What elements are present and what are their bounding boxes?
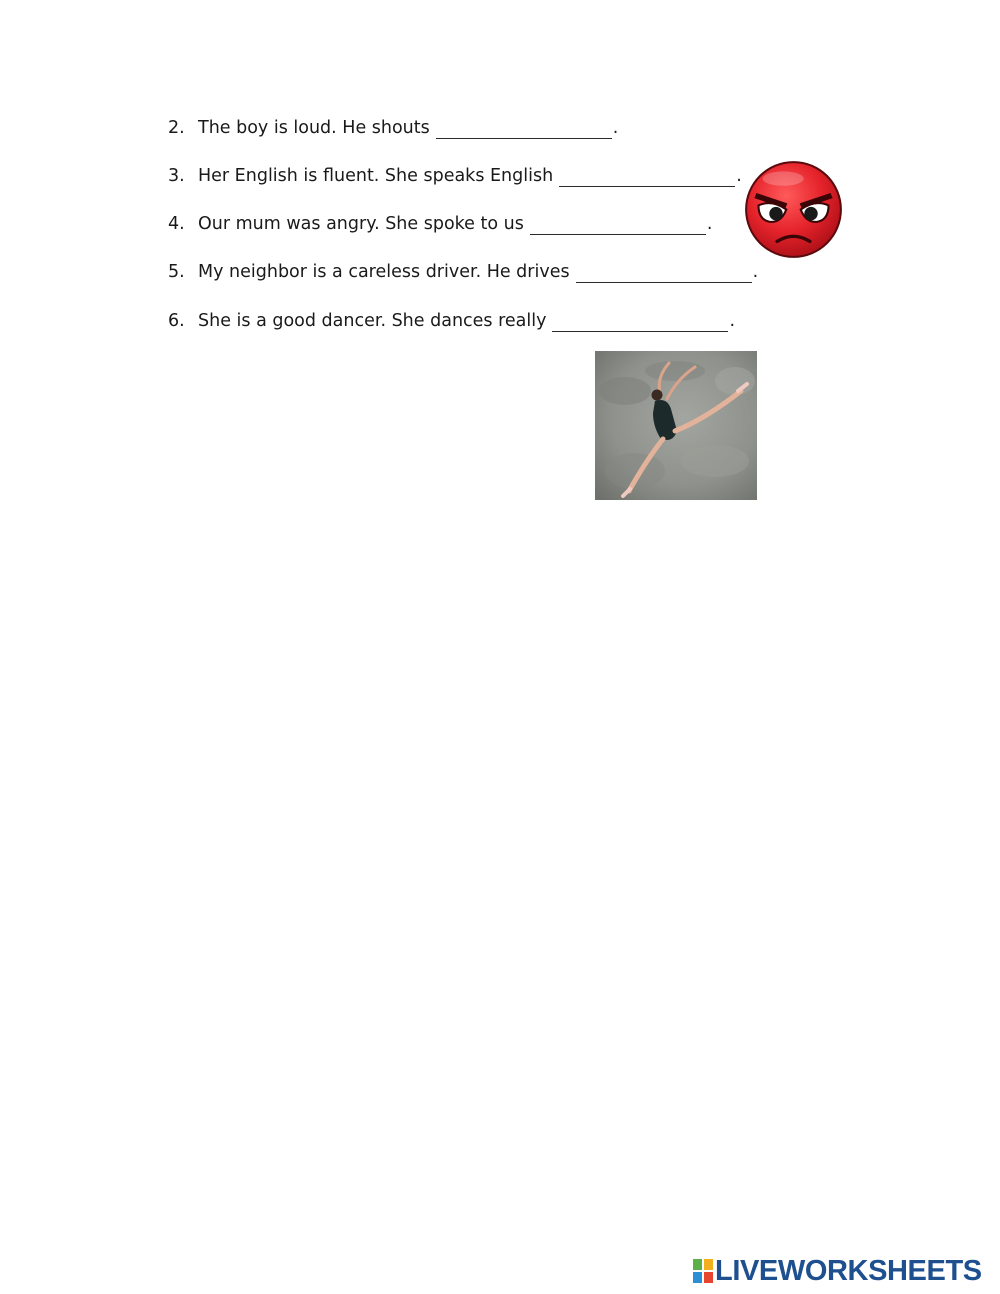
sentence-period: . bbox=[736, 166, 742, 186]
liveworksheets-brand-text: LIVEWORKSHEETS bbox=[715, 1254, 982, 1287]
question-2 bbox=[168, 114, 618, 142]
sentence-period: . bbox=[706, 214, 713, 234]
liveworksheets-logo-icon bbox=[693, 1259, 713, 1283]
question-number: 5. bbox=[168, 262, 185, 282]
sentence-period: . bbox=[612, 118, 619, 138]
question-number: 2. bbox=[168, 118, 185, 138]
question-number: 4. bbox=[168, 214, 185, 234]
answer-blank[interactable] bbox=[552, 315, 728, 332]
answer-blank[interactable] bbox=[436, 122, 612, 139]
sentence-period: . bbox=[729, 311, 736, 331]
question-text: The boy is loud. He shouts bbox=[198, 118, 430, 138]
question-number: 3. bbox=[168, 166, 185, 186]
question-text: Her English is fluent. She speaks English bbox=[198, 166, 554, 186]
answer-blank[interactable] bbox=[559, 170, 735, 187]
question-5 bbox=[168, 258, 758, 286]
question-4 bbox=[168, 210, 712, 238]
question-text: She is a good dancer. She dances really bbox=[198, 311, 547, 331]
dancer-photo bbox=[595, 351, 757, 500]
question-6 bbox=[168, 307, 735, 335]
question-number: 6. bbox=[168, 311, 185, 331]
answer-blank[interactable] bbox=[530, 218, 706, 235]
sentence-period: . bbox=[752, 262, 759, 282]
question-3 bbox=[168, 162, 742, 190]
question-text: My neighbor is a careless driver. He drives bbox=[198, 262, 570, 282]
angry-face-icon bbox=[742, 158, 845, 261]
answer-blank[interactable] bbox=[576, 266, 752, 283]
liveworksheets-logo bbox=[693, 1256, 982, 1286]
question-text: Our mum was angry. She spoke to us bbox=[198, 214, 524, 234]
